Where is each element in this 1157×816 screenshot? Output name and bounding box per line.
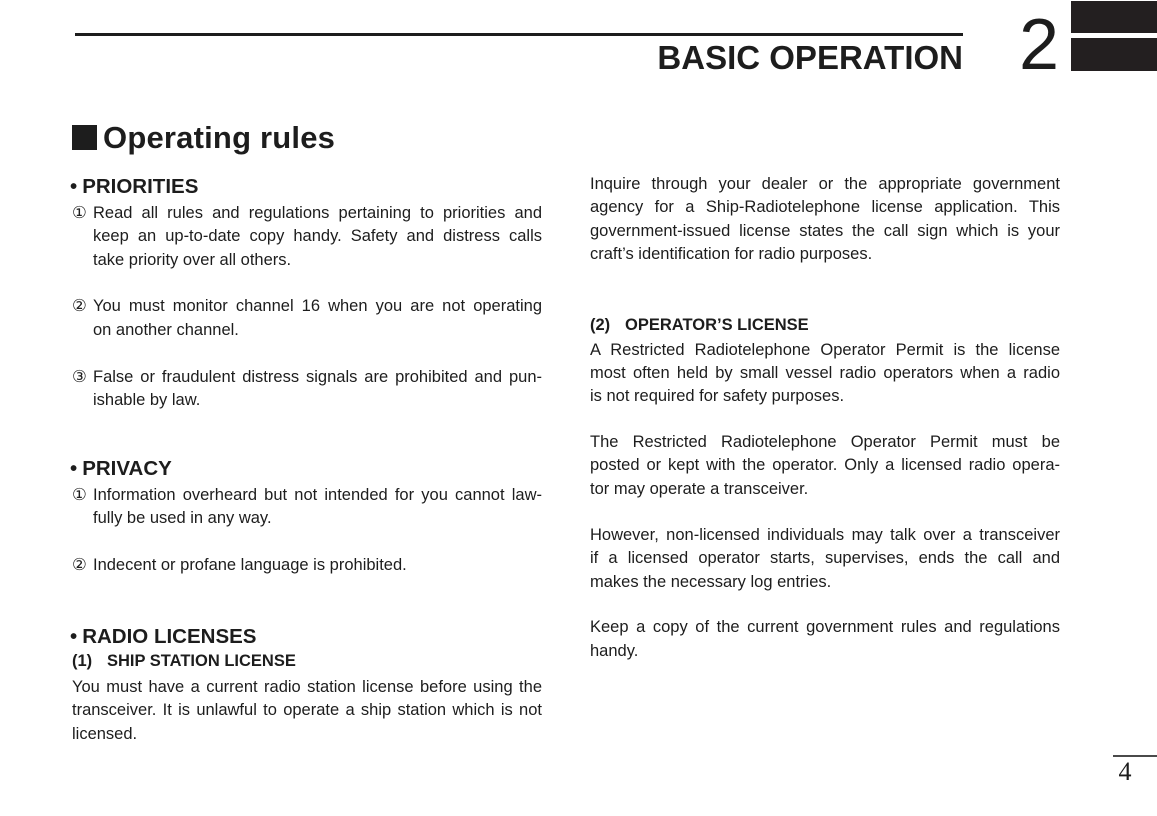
text-line: Keep a copy of the current government rules and regulations — [590, 618, 1060, 637]
numbered-item — [72, 484, 542, 531]
numbered-item — [72, 295, 542, 342]
text-line: posted or kept with the operator. Only a licensed radio opera- — [590, 456, 1060, 475]
paragraph — [590, 524, 1060, 594]
paragraph — [590, 616, 1060, 663]
line-text: Read all rules and regulations pertaining to priorities and — [93, 204, 542, 222]
paragraph — [590, 339, 1060, 409]
text-line: The Restricted Radiotelephone Operator Permit must be — [590, 432, 1060, 451]
text-line: take priority over all others. — [93, 250, 292, 269]
text-line: craft’s identification for radio purposes. — [590, 245, 873, 264]
text-line: if a licensed operator starts, supervises, ends the call and — [590, 549, 1060, 568]
chapter-number: 2 — [1019, 5, 1060, 85]
left-column — [72, 176, 542, 746]
text-line: Inquire through your dealer or the appropriate government — [590, 175, 1060, 193]
line-text: You must monitor channel 16 when you are not operating — [93, 297, 542, 316]
paragraph — [590, 431, 1060, 501]
text-line: ishable by law. — [93, 391, 201, 410]
text-line: government-issued license states the call sign which is your — [590, 221, 1060, 240]
subheading-number: (1) — [72, 652, 93, 671]
text-line: agency for a Ship-Radiotelephone license application. This — [590, 198, 1060, 217]
line-text: Indecent or profane language is prohibited. — [93, 555, 407, 574]
bullet-icon: • — [70, 625, 78, 649]
subsection-heading-privacy — [72, 458, 542, 480]
subheading-text: SHIP STATION LICENSE — [107, 652, 296, 671]
circled-number: ① — [72, 204, 87, 222]
text-line: You must have a current radio station license before using the — [72, 678, 542, 697]
subheading-operators-license — [590, 315, 1060, 336]
text-line: fully be used in any way. — [93, 509, 272, 528]
header-rule — [75, 33, 963, 36]
text-line: handy. — [590, 641, 639, 660]
subheading-number: (2) — [590, 315, 611, 334]
subheading-text: OPERATOR’S LICENSE — [625, 315, 809, 334]
text-line: tor may operate a transceiver. — [590, 479, 809, 498]
text-line — [72, 554, 542, 577]
circled-number: ② — [72, 555, 87, 574]
text-line: is not required for safety purposes. — [590, 387, 845, 406]
subsection-heading-text: RADIO LICENSES — [82, 625, 257, 649]
paragraph — [590, 173, 1060, 267]
text-line: most often held by small vessel radio operators when a radio — [590, 364, 1060, 383]
chapter-tab-bar-top — [1071, 1, 1157, 33]
text-line: A Restricted Radiotelephone Operator Permit is the license — [590, 340, 1060, 359]
text-line — [72, 202, 542, 225]
subheading-ship-station-license — [72, 651, 542, 672]
line-text: Information overheard but not intended for you cannot law- — [93, 485, 542, 504]
text-line: on another channel. — [93, 320, 239, 339]
circled-number: ① — [72, 485, 87, 504]
paragraph — [72, 676, 542, 746]
chapter-tab-bar-bottom — [1071, 38, 1157, 71]
line-text: False or fraudulent distress signals are prohibited and pun- — [93, 368, 542, 387]
subsection-heading-text: PRIVACY — [82, 456, 172, 480]
numbered-item — [72, 202, 542, 272]
right-column — [590, 168, 1060, 663]
text-line — [72, 484, 542, 507]
text-line: makes the necessary log entries. — [590, 572, 832, 591]
text-line: However, non-licensed individuals may talk over a transceiver — [590, 526, 1060, 545]
text-line: licensed. — [72, 724, 138, 743]
circled-number: ③ — [72, 368, 87, 387]
numbered-item — [72, 554, 542, 577]
subsection-heading-priorities — [72, 176, 542, 198]
bullet-icon: • — [70, 175, 78, 198]
circled-number: ② — [72, 297, 87, 316]
text-line: transceiver. It is unlawful to operate a ship station which is not — [72, 701, 542, 720]
page-number: 4 — [1118, 757, 1132, 786]
section-heading-text: Operating rules — [103, 120, 336, 155]
chapter-title: BASIC OPERATION — [657, 39, 963, 76]
subsection-heading-text: PRIORITIES — [82, 175, 199, 198]
numbered-item — [72, 366, 542, 413]
bullet-icon: • — [70, 456, 78, 480]
section-heading-operating-rules — [72, 121, 335, 155]
text-line — [72, 295, 542, 318]
black-square-icon — [72, 125, 97, 150]
text-line — [72, 366, 542, 389]
subsection-heading-radio-licenses — [72, 626, 542, 648]
text-line: keep an up-to-date copy handy. Safety and distress calls — [93, 227, 542, 246]
